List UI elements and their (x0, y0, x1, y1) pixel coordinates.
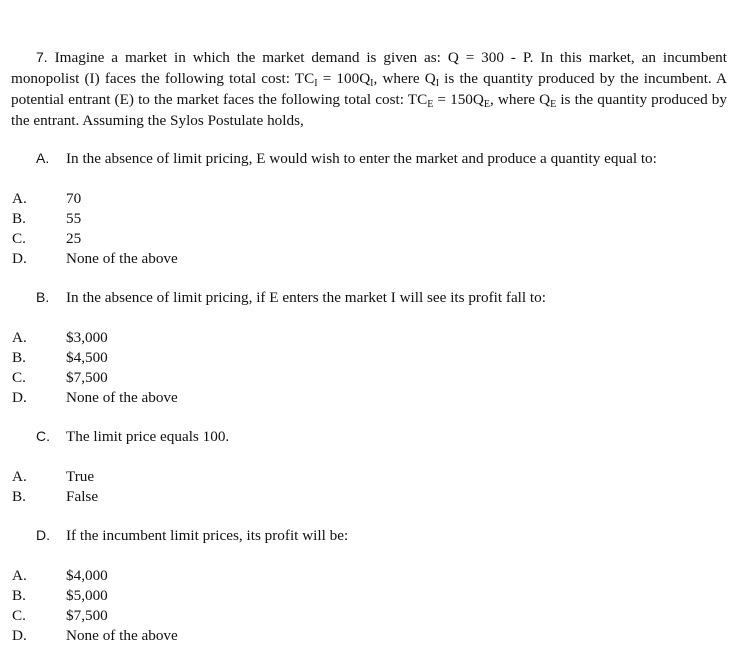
option-label: A. (12, 190, 27, 207)
question-a (36, 150, 657, 168)
question-letter: C. (36, 428, 50, 444)
option-text: None of the above (66, 627, 178, 644)
option-label: D. (12, 250, 27, 267)
question-text: In the absence of limit pricing, if E enters the market I will see its profit fall to: (66, 289, 546, 306)
subscript-i: I (370, 78, 374, 89)
option-label: B. (12, 488, 26, 505)
subscript-e: E (483, 99, 490, 110)
problem-text-end: is the quantity produced by the entrant. Assuming the Sylos Postulate holds, (11, 91, 727, 129)
problem-text-5: , where Q (489, 91, 551, 108)
problem-text-3: is the quantity produced by the incumbent. A potential entrant (E) to the market faces the following total cost: TC (11, 70, 727, 108)
problem-intro: Imagine a market in which the market demand is given as: Q = 300 - P. In this market, an incumbent monopolist (I) faces the following total cost: TC (11, 49, 727, 87)
option-label: B. (12, 349, 26, 366)
option-text: None of the above (66, 250, 178, 267)
option-label: A. (12, 329, 27, 346)
subscript-e: E (427, 99, 434, 110)
option-label: A. (12, 567, 27, 584)
question-letter: A. (36, 150, 50, 166)
question-d (36, 527, 348, 545)
question-b (36, 289, 546, 307)
option-label: D. (12, 627, 27, 644)
option-text: $4,500 (66, 349, 108, 366)
option-label: B. (12, 210, 26, 227)
option-label: A. (12, 468, 27, 485)
option-label: D. (12, 389, 27, 406)
problem-statement (11, 47, 727, 131)
problem-text-2: , where Q (373, 70, 436, 87)
option-text: $7,500 (66, 369, 108, 386)
option-text: 55 (66, 210, 82, 227)
problem-number: 7. (36, 49, 48, 65)
option-label: B. (12, 587, 26, 604)
question-text: In the absence of limit pricing, E would wish to enter the market and produce a quantity equal to: (66, 150, 657, 167)
option-label: C. (12, 369, 26, 386)
problem-text-4: = 150Q (433, 91, 484, 108)
option-text: None of the above (66, 389, 178, 406)
question-c (36, 428, 229, 446)
question-letter: D. (36, 527, 50, 543)
option-text: $5,000 (66, 587, 108, 604)
option-text: True (66, 468, 95, 485)
question-text: If the incumbent limit prices, its profit will be: (66, 527, 349, 544)
problem-text-1: = 100Q (317, 70, 371, 87)
option-label: C. (12, 230, 26, 247)
subscript-i: I (314, 78, 318, 89)
option-text: 25 (66, 230, 82, 247)
question-text: The limit price equals 100. (66, 428, 230, 445)
option-text: $3,000 (66, 329, 108, 346)
option-text: 70 (66, 190, 82, 207)
option-label: C. (12, 607, 26, 624)
option-text: $7,500 (66, 607, 108, 624)
option-text: $4,000 (66, 567, 108, 584)
subscript-e: E (550, 99, 557, 110)
question-letter: B. (36, 289, 50, 305)
subscript-i: I (435, 78, 440, 89)
option-text: False (66, 488, 99, 505)
